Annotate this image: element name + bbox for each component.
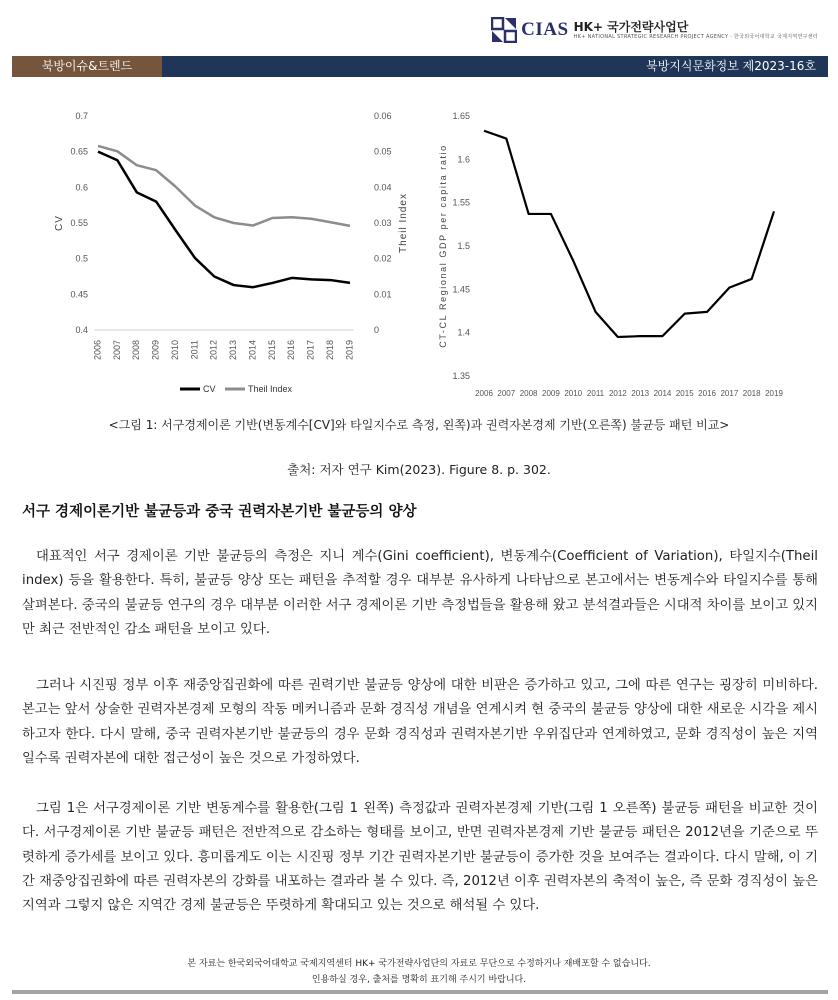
x-tick-label: 2016 [698, 389, 716, 398]
x-tick-label: 2009 [150, 340, 161, 361]
y-tick-label: 0.4 [75, 325, 88, 335]
y-tick-label: 0.7 [75, 111, 88, 121]
x-tick-label: 2008 [519, 389, 538, 398]
figure-caption: <그림 1: 서구경제이론 기반(변동계수[CV]와 타일지수로 측정, 왼쪽)과 권력자본경제 기반(오른쪽) 불균등 패턴 비교> [108, 418, 730, 432]
cias-logo-icon [491, 17, 517, 43]
logo-wordmark: CIAS [521, 19, 569, 40]
y-tick-label: 0.6 [75, 182, 88, 193]
x-tick-label: 2019 [344, 340, 355, 361]
x-tick-label: 2014 [653, 389, 672, 398]
footer-note-1: 본 자료는 한국외국어대학교 국제지역센터 HK+ 국가전략사업단의 자료로 무단으로 수정하거나 재배포할 수 없습니다. [187, 959, 651, 969]
gdp-ratio-chart [432, 100, 812, 405]
x-tick-label: 2011 [586, 389, 605, 398]
x-tick-label: 2010 [169, 340, 180, 361]
x-tick-label: 2008 [131, 340, 142, 361]
cv-theil-chart [40, 100, 420, 405]
y-tick-label: 1.4 [457, 327, 470, 338]
x-tick-label: 2017 [305, 340, 316, 361]
y-tick-label: 0.45 [70, 289, 88, 300]
section-heading: 서구 경제이론기반 불균등과 중국 권력자본기반 불균등의 양상 [22, 504, 417, 520]
y2-tick-label: 0.03 [374, 218, 392, 228]
y2-axis-title: Theil Index [398, 193, 409, 253]
y-axis-title: CV [54, 215, 65, 231]
y-axis-title: CT-CL Regional GDP per capita ratio [438, 144, 448, 348]
legend-theil-label: Theil Index [248, 384, 293, 394]
footer-bar [12, 990, 828, 994]
theil-index-line [98, 146, 350, 226]
x-tick-label: 2015 [675, 389, 694, 398]
y2-tick-label: 0.02 [374, 253, 392, 264]
y2-tick-label: 0.05 [374, 146, 392, 157]
x-tick-label: 2017 [720, 389, 739, 398]
paragraph-3: 그림 1은 서구경제이론 기반 변동계수를 활용한(그림 1 왼쪽) 측정값과 권력자본경제 기반(그림 1 오른쪽) 불균등 패턴을 비교한 것이다. 서구경제이론 기반 불균등 패턴은 전반적으로 감소하는 형태를 보이고, 반면 권력자본경제 기반 불균등 패턴은 2012년을 기준으로 뚜렷하게 증가세를 보이고 있다. 흥미롭게도 이는 시진핑 정부 기간 권력자본기반 불균등이 증가한 것을 보여주는 결과이다. 다시 말해, 이 기간 재중앙집권화에 따른 권력자본의 강화를 내포하는 결과라 볼 수 있다. 즉, 2012년 이후 권력자본의 축적이 높은, 즉 문화 경직성이 높은 지역과 그렇지 않은 지역간 경제 불균등은 뚜렷하게 확대되고 있는 것으로 해석될 수 있다. [22, 801, 818, 914]
y-tick-label: 1.6 [457, 154, 470, 165]
x-tick-label: 2007 [111, 340, 122, 361]
y2-tick-label: 0.06 [374, 111, 392, 121]
header-bar [12, 56, 828, 77]
y-tick-label: 1.55 [452, 197, 470, 208]
paragraph-1: 대표적인 서구 경제이론 기반 불균등의 측정은 지니 계수(Gini coefficient), 변동계수(Coefficient of Variation), 타일지수(Theil index) 등을 활용한다. 특히, 불균등 양상 또는 패턴을 추적할 경우 대부분 유사하게 나타남으로 본고에서는 변동계수와 타일지수를 통해 살펴본다. 중국의 불균등 연구의 경우 대부분 이러한 서구 경제이론 기반 측정법들을 활용해 왔고 분석결과들은 시대적 차이를 보이고 있지만 최근 전반적인 감소 패턴을 보이고 있다. [22, 549, 818, 637]
y2-tick-label: 0.04 [374, 182, 392, 193]
org-title: HK+ 국가전략사업단 [573, 19, 689, 34]
org-logo [491, 12, 818, 48]
x-tick-label: 2006 [92, 340, 103, 361]
x-tick-label: 2009 [542, 389, 560, 398]
x-tick-label: 2011 [189, 340, 200, 360]
x-tick-label: 2013 [631, 389, 650, 398]
x-tick-label: 2014 [247, 340, 258, 361]
y-tick-label: 0.5 [75, 253, 88, 264]
x-tick-label: 2012 [608, 389, 627, 398]
y-tick-label: 0.65 [70, 146, 88, 157]
x-tick-label: 2015 [266, 340, 277, 361]
paragraph-2: 그러나 시진핑 정부 이후 재중앙집권화에 따른 권력기반 불균등 양상에 대한 비판은 증가하고 있고, 그에 따른 연구는 굉장히 미비하다. 본고는 앞서 상술한 권력자본경제 모형의 작동 메커니즘과 문화 경직성 개념을 연계시켜 현 중국의 불균등 양상에 대한 새로운 시각을 제시하고자 한다. 다시 말해, 중국 권력자본기반 불균등의 경우 문화 경직성과 권력자본기반 우위집단과 연계하였고, 문화 경직성이 높은 지역일수록 권력자본에 대한 접근성이 높은 것으로 가정하였다. [22, 678, 818, 766]
legend-cv-label: CV [203, 384, 216, 394]
y2-tick-label: 0 [374, 325, 380, 335]
y-tick-label: 1.45 [452, 284, 470, 295]
y2-tick-label: 0.01 [374, 289, 392, 300]
x-tick-label: 2006 [475, 389, 493, 398]
y-tick-label: 1.5 [457, 241, 470, 251]
y-tick-label: 1.35 [452, 371, 470, 381]
x-tick-label: 2013 [228, 340, 239, 361]
x-tick-label: 2012 [208, 340, 219, 361]
org-subtitle: HK+ NATIONAL STRATEGIC RESEARCH PROJECT AGENCY · 한국외국어대학교 국제지역연구센터 [573, 33, 818, 40]
x-tick-label: 2007 [497, 389, 516, 398]
y-tick-label: 1.65 [452, 111, 470, 121]
x-tick-label: 2010 [564, 389, 583, 398]
x-tick-label: 2019 [765, 389, 783, 398]
x-tick-label: 2018 [324, 340, 335, 361]
gdp-ratio-line [484, 131, 774, 337]
section-label: 북방이슈&트렌드 [12, 56, 162, 77]
issue-label: 북방지식문화정보 제2023-16호 [646, 59, 816, 73]
footer-note-2: 인용하실 경우, 출처를 명확히 표기해 주시기 바랍니다. [311, 975, 527, 985]
x-tick-label: 2016 [286, 340, 297, 361]
figure-source: 출처: 저자 연구 Kim(2023). Figure 8. p. 302. [287, 462, 551, 477]
y-tick-label: 0.55 [70, 218, 88, 228]
x-tick-label: 2018 [742, 389, 761, 398]
